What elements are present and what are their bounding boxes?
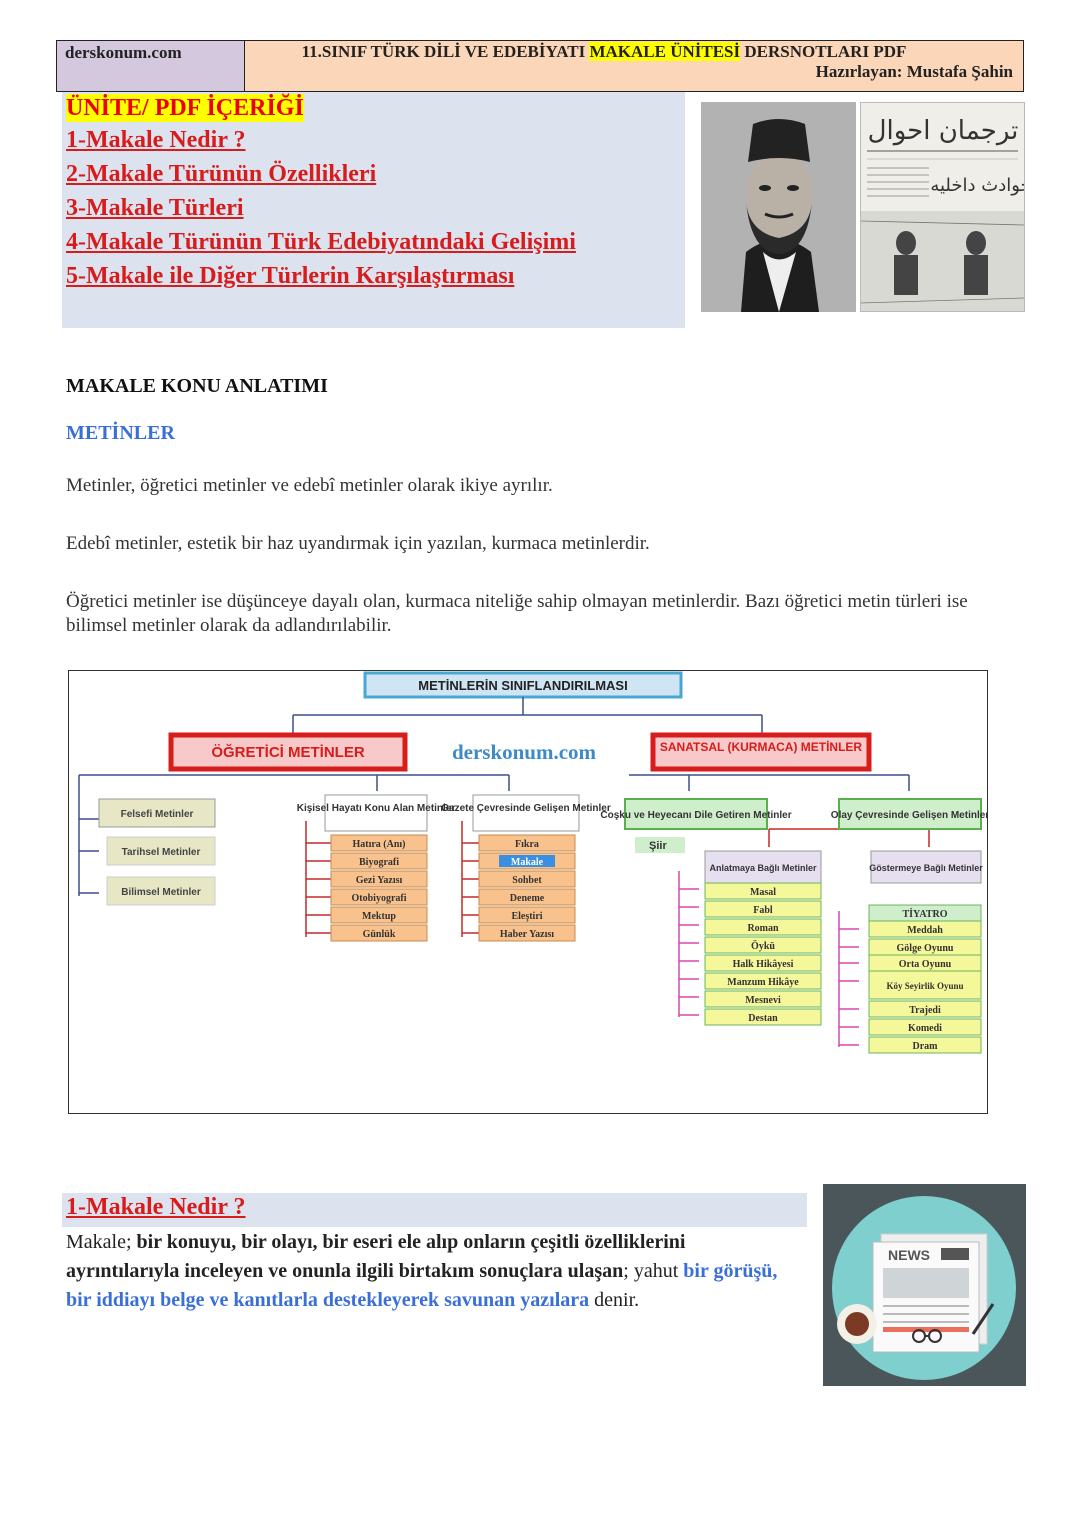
diagram-gazete-item: Fıkra: [515, 839, 539, 850]
diagram-anlatma-item: Destan: [748, 1013, 778, 1024]
toc-item-5[interactable]: 5-Makale ile Diğer Türlerin Karşılaştırması: [66, 263, 515, 289]
diagram-tiyatro-item: Trajedi: [909, 1005, 941, 1016]
diagram-tiyatro-item: Meddah: [907, 925, 943, 936]
diagram-tiyatro-item: Komedi: [908, 1023, 942, 1034]
diagram-tiyatro-item: Orta Oyunu: [898, 959, 952, 970]
diagram-left-title: ÖĞRETİCİ METİNLER: [211, 744, 365, 761]
nedir-title: 1-Makale Nedir ?: [66, 1194, 246, 1220]
diagram-gazete-item: Haber Yazısı: [499, 929, 555, 940]
portrait-image: [701, 102, 856, 312]
site-name: derskonum.com: [57, 41, 245, 91]
diagram-anlatma-item: Halk Hikâyesi: [732, 959, 794, 970]
diagram-kisisel-item: Biyografi: [359, 857, 399, 868]
diagram-kisisel-item: Günlük: [362, 929, 396, 940]
paragraph-2: Edebî metinler, estetik bir haz uyandırmak için yazılan, kurmaca metinlerdir.: [66, 533, 650, 554]
nedir-text-3: ; yahut: [623, 1260, 684, 1282]
page-header: [56, 40, 1024, 92]
toc-item-4[interactable]: 4-Makale Türünün Türk Edebiyatındaki Gelişimi: [66, 229, 576, 255]
diagram-gazete-title: Gazete Çevresinde Gelişen Metinler: [441, 803, 611, 814]
diagram-title: METİNLERİN SINIFLANDIRILMASI: [418, 678, 628, 693]
paragraph-1: Metinler, öğretici metinler ve edebî metinler olarak ikiye ayrılır.: [66, 475, 553, 496]
toc-item-3[interactable]: 3-Makale Türleri: [66, 195, 244, 221]
news-label: NEWS: [888, 1247, 930, 1263]
header-title-highlight: MAKALE ÜNİTESİ: [589, 42, 741, 61]
diagram-kisisel-item: Hatıra (Anı): [352, 839, 406, 850]
diagram-tiyatro-item: Gölge Oyunu: [896, 943, 954, 954]
nedir-definition: [66, 1228, 786, 1315]
diagram-anlatma-title: Anlatmaya Bağlı Metinler: [709, 863, 817, 873]
diagram-anlatma-item: Mesnevi: [745, 995, 781, 1006]
header-title: [255, 42, 1013, 62]
newspaper-masthead: ترجمان احوال: [867, 116, 1019, 146]
diagram-anlatma-item: Fabl: [753, 905, 773, 916]
sub-title: METİNLER: [66, 422, 175, 444]
diagram-olay-title: Olay Çevresinde Gelişen Metinler: [830, 810, 987, 821]
news-illustration: [823, 1184, 1026, 1386]
header-title-pre: 11.SINIF TÜRK DİLİ VE EDEBİYATI: [301, 42, 590, 61]
diagram-anlatma-item: Masal: [749, 887, 777, 898]
diagram-right-title: SANATSAL (KURMACA) METİNLER: [659, 740, 863, 754]
newspaper-subtitle: حوادث داخليه: [930, 175, 1024, 196]
diagram-watermark: derskonum.com: [451, 740, 597, 764]
diagram-cosku-title: Coşku ve Heyecanı Dile Getiren Metinler: [600, 810, 792, 821]
diagram-kisisel-title: Kişisel Hayatı Konu Alan Metinler: [296, 803, 456, 814]
diagram-gosterme-title: Göstermeye Bağlı Metinler: [869, 863, 983, 873]
diagram-bilimsel: Bilimsel Metinler: [121, 887, 201, 898]
header-title-box: [245, 41, 1023, 91]
diagram-siir: Şiir: [649, 840, 667, 852]
nedir-text-1: Makale;: [66, 1231, 137, 1253]
header-title-post: DERSNOTLARI PDF: [740, 42, 907, 61]
nedir-text-bold: bir konuyu, bir olayı, bir eseri ele alıp onların çeşitli özelliklerini ayrıntılarıyla inceleyen ve onunla ilgili birtakım sonuçlara ulaşan: [66, 1231, 686, 1282]
diagram-gazete-item: Sohbet: [512, 875, 542, 886]
diagram-gazete-item: Deneme: [509, 893, 545, 904]
toc-item-2[interactable]: 2-Makale Türünün Özellikleri: [66, 161, 377, 187]
diagram-anlatma-item: Öykü: [751, 941, 775, 952]
diagram-anlatma-item: Manzum Hikâye: [727, 977, 799, 988]
nedir-text-5: denir.: [589, 1289, 640, 1311]
table-of-contents: [62, 92, 685, 328]
diagram-kisisel-item: Otobiyografi: [351, 893, 407, 904]
diagram-anlatma-item: Roman: [747, 923, 779, 934]
toc-title: ÜNİTE/ PDF İÇERİĞİ: [66, 95, 304, 121]
paragraph-3: Öğretici metinler ise düşünceye dayalı olan, kurmaca niteliğe sahip olmayan metinlerdir. Bazı öğretici metin türleri ise bilimsel metinler olarak da adlandırılabilir.: [66, 591, 968, 636]
section-title: MAKALE KONU ANLATIMI: [66, 375, 328, 397]
newspaper-image: [860, 102, 1025, 312]
diagram-felsefi: Felsefi Metinler: [120, 809, 194, 820]
diagram-gazete-item: Eleştiri: [511, 911, 543, 922]
diagram-tarihsel: Tarihsel Metinler: [121, 847, 201, 858]
toc-item-1[interactable]: 1-Makale Nedir ?: [66, 127, 246, 153]
classification-diagram: [68, 670, 988, 1114]
diagram-gazete-item-highlight: Makale: [510, 857, 544, 868]
diagram-kisisel-item: Mektup: [362, 911, 396, 922]
header-author: Hazırlayan: Mustafa Şahin: [815, 62, 1013, 81]
diagram-tiyatro-item: Dram: [912, 1041, 938, 1052]
diagram-tiyatro-item: TİYATRO: [902, 909, 948, 920]
diagram-tiyatro-item: Köy Seyirlik Oyunu: [886, 981, 964, 991]
nedir-text-blue: bir görüşü, bir iddiayı belge ve kanıtlarla destekleyerek savunan yazılara: [66, 1260, 778, 1311]
diagram-kisisel-item: Gezi Yazısı: [355, 875, 403, 886]
